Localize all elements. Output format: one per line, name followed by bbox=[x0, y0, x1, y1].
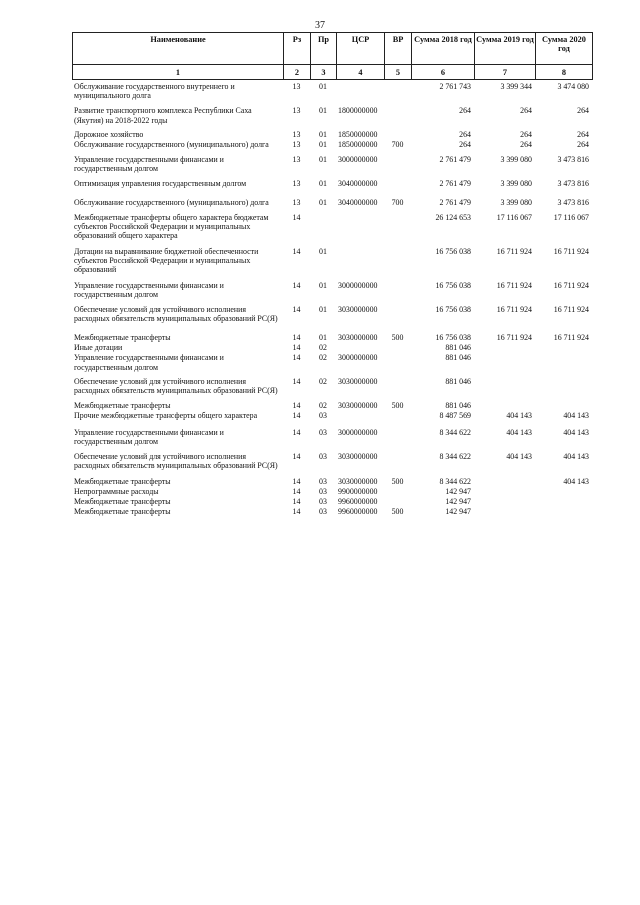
cell-s2020 bbox=[535, 486, 592, 496]
cell-name: Управление государственными финансами и государственным долгом bbox=[74, 353, 224, 372]
cell-pr: 02 bbox=[319, 376, 327, 386]
cell-csr: 3030000000 bbox=[338, 476, 378, 486]
table-row bbox=[72, 471, 592, 486]
cell-vr bbox=[384, 486, 411, 496]
cell-s2020 bbox=[535, 342, 592, 352]
cell-s2018: 881 046 bbox=[445, 353, 471, 363]
cell-pr: 03 bbox=[319, 486, 327, 496]
cell-csr: 3000000000 bbox=[338, 353, 378, 363]
cell-vr: 500 bbox=[391, 401, 404, 411]
cell-csr: 3030000000 bbox=[338, 401, 378, 411]
cell-s2020 bbox=[535, 395, 592, 410]
cell-rz: 14 bbox=[292, 476, 301, 486]
col-number-6: 6 bbox=[412, 65, 475, 80]
cell-csr bbox=[336, 82, 384, 100]
cell-name: Развитие транспортного комплекса Республики Саха (Якутия) на 2018-2022 годы bbox=[74, 106, 252, 125]
col-number-1: 1 bbox=[73, 65, 284, 80]
cell-pr: 02 bbox=[319, 353, 327, 363]
cell-s2019: 264 bbox=[520, 106, 532, 116]
cell-s2020: 264 bbox=[577, 106, 589, 116]
cell-csr: 3000000000 bbox=[338, 427, 378, 437]
cell-pr: 03 bbox=[319, 507, 327, 517]
cell-pr: 01 bbox=[319, 246, 327, 256]
cell-s2018: 16 756 038 bbox=[435, 281, 471, 291]
cell-s2019: 404 143 bbox=[506, 452, 532, 462]
cell-rz: 14 bbox=[292, 304, 301, 314]
cell-s2020 bbox=[535, 352, 592, 371]
cell-csr: 3030000000 bbox=[338, 376, 378, 386]
cell-s2018: 881 046 bbox=[445, 343, 471, 353]
cell-s2018: 16 756 038 bbox=[435, 333, 471, 343]
table-row bbox=[72, 446, 592, 470]
cell-s2019: 404 143 bbox=[506, 427, 532, 437]
col-number-2: 2 bbox=[284, 65, 311, 80]
cell-s2019 bbox=[474, 471, 535, 486]
header-vr: ВР bbox=[385, 33, 412, 65]
table-row bbox=[72, 421, 592, 446]
cell-name: Обеспечение условий для устойчивого исполнения расходных обязательств муниципальных образований РС(Я) bbox=[74, 304, 278, 323]
cell-vr: 700 bbox=[391, 197, 404, 207]
cell-s2020: 404 143 bbox=[563, 476, 589, 486]
header-sum-2020: Сумма 2020 год bbox=[536, 33, 593, 65]
cell-s2019 bbox=[474, 496, 535, 506]
table-row bbox=[72, 352, 592, 371]
cell-s2018: 8 344 622 bbox=[439, 427, 471, 437]
cell-csr: 3030000000 bbox=[338, 452, 378, 462]
cell-csr: 9960000000 bbox=[338, 496, 378, 506]
table-row bbox=[72, 274, 592, 299]
cell-vr bbox=[384, 274, 411, 299]
cell-name: Обеспечение условий для устойчивого исполнения расходных обязательств муниципальных образований РС(Я) bbox=[74, 452, 278, 471]
cell-name: Управление государственными финансами и государственным долгом bbox=[74, 155, 224, 174]
cell-name: Обслуживание государственного (муниципального) долга bbox=[74, 140, 269, 150]
cell-rz: 13 bbox=[292, 197, 301, 207]
cell-name: Прочие межбюджетные трансферты общего характера bbox=[74, 411, 258, 421]
cell-s2019: 17 116 067 bbox=[496, 213, 532, 223]
cell-s2018: 142 947 bbox=[445, 507, 471, 517]
cell-s2018: 8 487 569 bbox=[439, 411, 471, 421]
cell-pr: 01 bbox=[319, 106, 327, 116]
cell-vr bbox=[384, 372, 411, 395]
cell-s2019 bbox=[474, 372, 535, 395]
table-row bbox=[72, 139, 592, 149]
cell-csr: 3000000000 bbox=[338, 155, 378, 165]
cell-s2018: 142 947 bbox=[445, 496, 471, 506]
table-header bbox=[72, 32, 593, 80]
table-row bbox=[72, 241, 592, 275]
cell-vr: 500 bbox=[391, 333, 404, 343]
cell-s2020: 3 473 816 bbox=[557, 178, 589, 188]
cell-rz: 13 bbox=[292, 129, 301, 139]
cell-s2018: 2 761 479 bbox=[439, 155, 471, 165]
cell-s2018: 8 344 622 bbox=[439, 476, 471, 486]
cell-s2020: 16 711 924 bbox=[553, 246, 589, 256]
budget-table bbox=[72, 82, 592, 516]
cell-vr: 500 bbox=[391, 507, 404, 517]
cell-pr bbox=[310, 207, 336, 241]
cell-csr: 3000000000 bbox=[338, 281, 378, 291]
table-row bbox=[72, 207, 592, 241]
cell-vr bbox=[384, 149, 411, 173]
col-number-8: 8 bbox=[536, 65, 593, 80]
table-row bbox=[72, 300, 592, 323]
cell-s2020: 264 bbox=[577, 140, 589, 150]
cell-pr: 01 bbox=[319, 82, 327, 91]
cell-rz: 13 bbox=[292, 106, 301, 116]
table-row bbox=[72, 486, 592, 496]
cell-pr: 01 bbox=[319, 281, 327, 291]
cell-csr bbox=[336, 207, 384, 241]
cell-s2020 bbox=[535, 496, 592, 506]
cell-name: Управление государственными финансами и государственным долгом bbox=[74, 427, 224, 446]
cell-pr: 03 bbox=[319, 452, 327, 462]
cell-s2019: 264 bbox=[520, 140, 532, 150]
cell-vr bbox=[384, 352, 411, 371]
col-number-5: 5 bbox=[385, 65, 412, 80]
header-sum-2018: Сумма 2018 год bbox=[412, 33, 475, 65]
cell-csr: 3030000000 bbox=[338, 304, 378, 314]
cell-rz: 13 bbox=[292, 155, 301, 165]
cell-vr: 700 bbox=[391, 140, 404, 150]
cell-s2020: 404 143 bbox=[563, 411, 589, 421]
cell-name: Иные дотации bbox=[74, 343, 123, 353]
cell-s2019 bbox=[474, 352, 535, 371]
cell-name: Обслуживание государственного внутреннего и муниципального долга bbox=[74, 82, 235, 101]
cell-pr: 02 bbox=[319, 343, 327, 353]
table-row bbox=[72, 395, 592, 410]
cell-pr: 03 bbox=[319, 427, 327, 437]
cell-s2019: 16 711 924 bbox=[496, 304, 532, 314]
cell-csr: 1800000000 bbox=[338, 106, 378, 116]
cell-pr: 01 bbox=[319, 155, 327, 165]
table-row bbox=[72, 496, 592, 506]
cell-s2020 bbox=[535, 372, 592, 395]
cell-s2019 bbox=[474, 395, 535, 410]
cell-csr: 3040000000 bbox=[338, 178, 378, 188]
cell-name: Межбюджетные трансферты bbox=[74, 496, 171, 506]
cell-s2020: 16 711 924 bbox=[553, 333, 589, 343]
header-sum-2019: Сумма 2019 год bbox=[475, 33, 536, 65]
cell-s2018: 2 761 743 bbox=[439, 82, 471, 91]
table-row bbox=[72, 372, 592, 395]
cell-rz: 13 bbox=[292, 178, 301, 188]
cell-rz: 14 bbox=[292, 343, 301, 353]
cell-s2020: 16 711 924 bbox=[553, 304, 589, 314]
cell-s2018: 881 046 bbox=[445, 376, 471, 386]
cell-pr: 01 bbox=[319, 140, 327, 150]
cell-name: Межбюджетные трансферты bbox=[74, 507, 171, 517]
header-name: Наименование bbox=[73, 33, 284, 65]
cell-s2020: 404 143 bbox=[563, 427, 589, 437]
cell-rz: 14 bbox=[292, 427, 301, 437]
cell-rz: 14 bbox=[292, 507, 301, 517]
cell-s2020: 404 143 bbox=[563, 452, 589, 462]
cell-s2019: 16 711 924 bbox=[496, 281, 532, 291]
cell-vr bbox=[384, 300, 411, 323]
cell-rz: 14 bbox=[292, 246, 301, 256]
table-row bbox=[72, 506, 592, 516]
cell-csr: 9960000000 bbox=[338, 507, 378, 517]
cell-vr bbox=[384, 421, 411, 446]
cell-name: Управление государственными финансами и государственным долгом bbox=[74, 281, 224, 300]
cell-s2019: 16 711 924 bbox=[496, 333, 532, 343]
cell-name: Обеспечение условий для устойчивого исполнения расходных обязательств муниципальных образований РС(Я) bbox=[74, 376, 278, 396]
cell-s2019 bbox=[474, 486, 535, 496]
cell-vr: 500 bbox=[391, 476, 404, 486]
cell-pr: 01 bbox=[319, 333, 327, 343]
cell-name: Непрограммные расходы bbox=[74, 486, 159, 496]
cell-vr bbox=[384, 496, 411, 506]
cell-rz: 14 bbox=[292, 213, 301, 223]
cell-s2018: 16 756 038 bbox=[435, 246, 471, 256]
cell-rz: 13 bbox=[292, 140, 301, 150]
cell-name: Оптимизация управления государственным долгом bbox=[74, 178, 247, 188]
cell-rz: 14 bbox=[292, 401, 301, 411]
cell-pr: 01 bbox=[319, 304, 327, 314]
cell-vr bbox=[384, 410, 411, 420]
cell-s2018: 881 046 bbox=[445, 401, 471, 411]
cell-vr bbox=[384, 446, 411, 470]
cell-s2018: 264 bbox=[459, 140, 471, 150]
cell-vr bbox=[384, 100, 411, 124]
cell-vr bbox=[384, 174, 411, 188]
cell-s2019 bbox=[474, 506, 535, 516]
cell-s2020: 3 474 080 bbox=[557, 82, 589, 91]
cell-rz: 14 bbox=[292, 452, 301, 462]
cell-s2019: 264 bbox=[520, 129, 532, 139]
cell-s2020: 17 116 067 bbox=[553, 213, 589, 223]
header-pr: Пр bbox=[311, 33, 337, 65]
cell-name: Межбюджетные трансферты общего характера бюджетам субъектов Российской Федерации и муниципальных образований общего характера bbox=[74, 213, 269, 241]
cell-pr: 03 bbox=[319, 476, 327, 486]
cell-s2020: 3 473 816 bbox=[557, 155, 589, 165]
cell-rz: 14 bbox=[292, 333, 301, 343]
cell-rz: 13 bbox=[292, 82, 301, 91]
cell-vr bbox=[384, 82, 411, 100]
cell-pr: 01 bbox=[319, 178, 327, 188]
cell-name: Дотации на выравнивание бюджетной обеспеченности субъектов Российской Федерации и муниципальных образований bbox=[74, 246, 259, 275]
table-row bbox=[72, 323, 592, 342]
cell-s2019: 3 399 344 bbox=[500, 82, 532, 91]
cell-s2018: 16 756 038 bbox=[435, 304, 471, 314]
cell-name: Дорожное хозяйство bbox=[74, 129, 144, 139]
cell-csr: 1850000000 bbox=[338, 140, 378, 150]
header-csr: ЦСР bbox=[337, 33, 385, 65]
cell-s2018: 142 947 bbox=[445, 486, 471, 496]
table-row bbox=[72, 342, 592, 352]
cell-rz: 14 bbox=[292, 496, 301, 506]
table-row bbox=[72, 149, 592, 173]
header-rz: Рз bbox=[284, 33, 311, 65]
cell-name: Межбюджетные трансферты bbox=[74, 401, 171, 411]
cell-csr bbox=[336, 410, 384, 420]
cell-s2018: 264 bbox=[459, 106, 471, 116]
cell-vr bbox=[384, 125, 411, 139]
col-number-7: 7 bbox=[475, 65, 536, 80]
cell-s2018: 8 344 622 bbox=[439, 452, 471, 462]
cell-name: Межбюджетные трансферты bbox=[74, 476, 171, 486]
cell-rz: 14 bbox=[292, 376, 301, 386]
table-row bbox=[72, 174, 592, 188]
cell-rz: 14 bbox=[292, 411, 301, 421]
page-number: 37 bbox=[315, 20, 325, 31]
table-row bbox=[72, 410, 592, 420]
cell-vr bbox=[384, 241, 411, 275]
cell-s2020: 3 473 816 bbox=[557, 197, 589, 207]
cell-csr: 3030000000 bbox=[338, 333, 378, 343]
cell-rz: 14 bbox=[292, 353, 301, 363]
table-row bbox=[72, 100, 592, 124]
cell-s2018: 26 124 653 bbox=[435, 213, 471, 223]
table-row bbox=[72, 125, 592, 139]
cell-s2019: 3 399 080 bbox=[500, 197, 532, 207]
col-number-3: 3 bbox=[311, 65, 337, 80]
cell-pr: 01 bbox=[319, 129, 327, 139]
cell-s2019: 3 399 080 bbox=[500, 155, 532, 165]
cell-s2018: 2 761 479 bbox=[439, 197, 471, 207]
table-row bbox=[72, 188, 592, 207]
cell-csr: 9900000000 bbox=[338, 486, 378, 496]
cell-csr bbox=[336, 241, 384, 275]
cell-s2019 bbox=[474, 342, 535, 352]
cell-name: Обслуживание государственного (муниципального) долга bbox=[74, 197, 269, 207]
cell-s2020: 264 bbox=[577, 129, 589, 139]
cell-csr: 1850000000 bbox=[338, 129, 378, 139]
cell-s2019: 3 399 080 bbox=[500, 178, 532, 188]
cell-rz: 14 bbox=[292, 281, 301, 291]
cell-rz: 14 bbox=[292, 486, 301, 496]
cell-csr: 3040000000 bbox=[338, 197, 378, 207]
cell-s2020: 16 711 924 bbox=[553, 281, 589, 291]
cell-vr bbox=[384, 207, 411, 241]
cell-csr bbox=[336, 342, 384, 352]
cell-name: Межбюджетные трансферты bbox=[74, 333, 171, 343]
col-number-4: 4 bbox=[337, 65, 385, 80]
cell-pr: 03 bbox=[319, 496, 327, 506]
cell-vr bbox=[384, 342, 411, 352]
cell-s2018: 2 761 479 bbox=[439, 178, 471, 188]
cell-pr: 01 bbox=[319, 197, 327, 207]
table-row bbox=[72, 82, 592, 100]
cell-s2019: 404 143 bbox=[506, 411, 532, 421]
cell-pr: 02 bbox=[319, 401, 327, 411]
cell-pr: 03 bbox=[319, 411, 327, 421]
cell-s2019: 16 711 924 bbox=[496, 246, 532, 256]
cell-s2018: 264 bbox=[459, 129, 471, 139]
cell-s2020 bbox=[535, 506, 592, 516]
